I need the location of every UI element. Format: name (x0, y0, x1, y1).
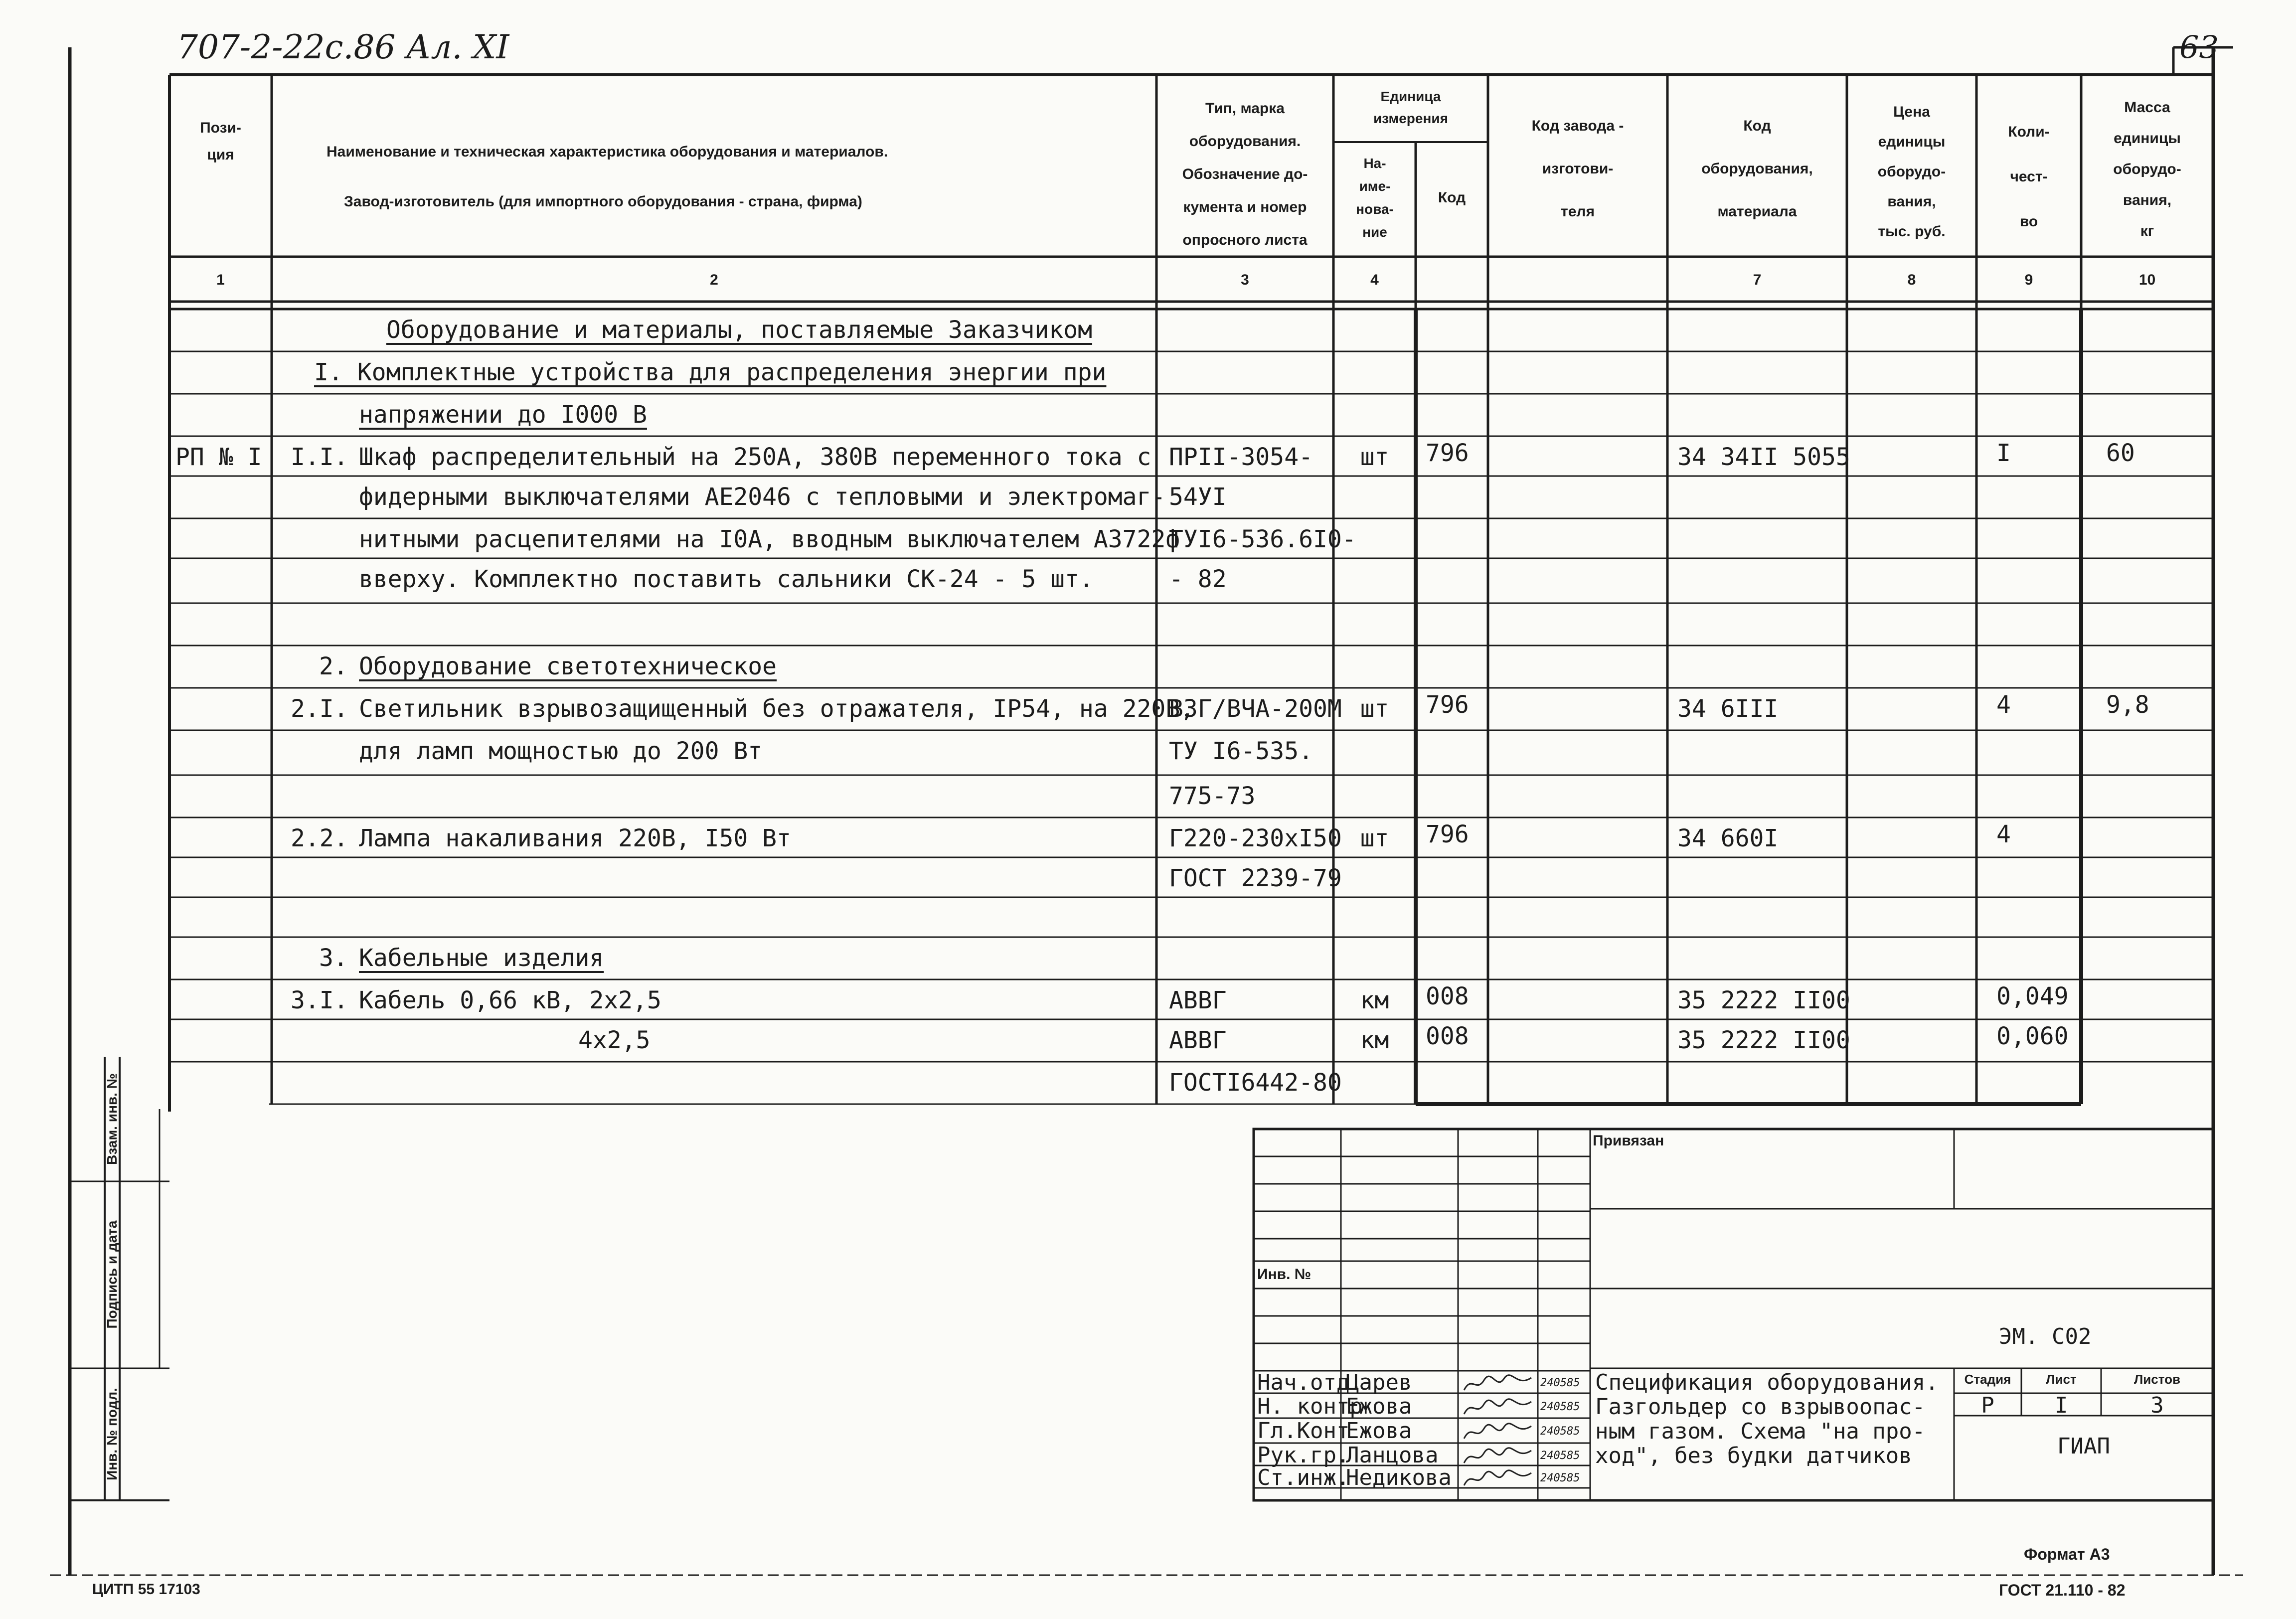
row-type: АВВГ (1169, 1026, 1227, 1054)
row-name: Оборудование и материалы, поставляемые Заказчиком (386, 316, 1093, 344)
signer-date: 240585 (1540, 1401, 1580, 1413)
footer-standard: ГОСТ 21.110 - 82 (1999, 1581, 2126, 1599)
header-unit-group: Единица измерения (1373, 89, 1448, 126)
signature-mark (1462, 1446, 1536, 1468)
signature-mark (1462, 1397, 1536, 1419)
row-type: 54УI (1169, 483, 1227, 511)
row-type: ГОСТ 2239-79 (1169, 864, 1342, 892)
row-quantity: I (1996, 439, 2011, 467)
row-type: ТУ I6-535. (1169, 737, 1313, 765)
row-material-code: 34 34II 5055 (1677, 443, 1850, 471)
footer-print-code: ЦИТП 55 17103 (92, 1581, 200, 1598)
inv-no-label: Инв. № (1257, 1266, 1312, 1283)
row-name: фидерными выключателями АЕ2046 с тепловыми и электромаг- (359, 483, 1166, 511)
header-quantity: Коли- чест- во (2008, 124, 2050, 230)
col-number: 3 (1241, 272, 1249, 288)
row-material-code: 35 2222 II00 (1677, 1026, 1850, 1054)
signer-name: Ланцова (1346, 1443, 1439, 1468)
header-material-code: Код оборудования, материала (1701, 118, 1813, 220)
row-quantity: 0,060 (1996, 1022, 2069, 1050)
row-mass: 9,8 (2106, 691, 2149, 719)
header-unit-code: Код (1438, 189, 1466, 206)
sheet-label: Лист (2046, 1372, 2077, 1387)
row-number: 3. (319, 944, 348, 972)
stage-value: Р (1981, 1393, 1994, 1418)
row-type: - 82 (1169, 565, 1227, 593)
signer-role: Н. контр (1257, 1394, 1363, 1419)
row-name: вверху. Комплектно поставить сальники СК-24 - 5 шт. (359, 565, 1094, 593)
row-material-code: 34 660I (1677, 824, 1779, 852)
col-number: 10 (2138, 272, 2156, 288)
row-unit-code: 796 (1426, 691, 1469, 719)
row-type: ПРII-3054- (1169, 443, 1313, 471)
row-quantity: 4 (1996, 820, 2011, 848)
row-quantity: 4 (1996, 691, 2011, 719)
row-unit: км (1360, 1026, 1389, 1054)
row-number: I.I. (291, 443, 348, 471)
signer-role: Гл.Конт (1257, 1418, 1350, 1444)
stage-label: Стадия (1964, 1372, 2011, 1387)
row-number: 2.I. (291, 695, 348, 723)
signer-date: 240585 (1540, 1472, 1580, 1484)
signature-mark (1462, 1373, 1536, 1395)
document-code: ЭМ. С02 (1999, 1324, 2092, 1349)
row-mass: 60 (2106, 439, 2135, 467)
document-title: Спецификация оборудования. Газгольдер со взрывоопас- ным газом. Схема "на про- ход", без будки датчиков (1595, 1370, 1939, 1468)
signer-date: 240585 (1540, 1377, 1580, 1389)
row-quantity: 0,049 (1996, 982, 2069, 1010)
signer-name: Недикова (1346, 1465, 1452, 1490)
header-plant-code: Код завода - изготови- теля (1531, 118, 1624, 220)
row-position: РП № I (175, 443, 262, 471)
signature-mark (1462, 1468, 1536, 1490)
row-type: ГОСТI6442-80 (1169, 1069, 1342, 1097)
row-name: I. Комплектные устройства для распределения энергии при (314, 358, 1107, 386)
header-price: Цена единицы оборудо- вания, тыс. руб. (1877, 104, 1946, 240)
signer-name: Ежова (1346, 1394, 1412, 1419)
signature-mark (1462, 1421, 1536, 1444)
row-unit: шт (1360, 695, 1389, 723)
row-name: Лампа накаливания 220В, I50 Вт (359, 824, 791, 852)
signer-role: Рук.гр. (1257, 1443, 1350, 1468)
row-name: Светильник взрывозащищенный без отражателя, IР54, на 220В, (359, 695, 1195, 723)
signer-date: 240585 (1540, 1450, 1580, 1462)
row-name: Кабель 0,66 кВ, 2х2,5 (359, 986, 661, 1014)
row-number: 2. (319, 652, 348, 680)
row-number: 2.2. (291, 824, 348, 852)
col-number: 2 (710, 272, 718, 288)
header-mass: Масса единицы оборудо- вания, кг (2113, 99, 2181, 239)
row-name: для ламп мощностью до 200 Вт (359, 737, 763, 765)
row-unit-code: 796 (1426, 820, 1469, 848)
row-number: 3.I. (291, 986, 348, 1014)
row-unit-code: 796 (1426, 439, 1469, 467)
signer-date: 240585 (1540, 1425, 1580, 1438)
row-type: АВВГ (1169, 986, 1227, 1014)
header-position: Пози- ция (200, 120, 241, 163)
header-unit-name: На- име- нова- ние (1356, 156, 1394, 240)
col-number: 4 (1370, 272, 1379, 288)
row-name: Шкаф распределительный на 250А, 380В переменного тока с (359, 443, 1151, 471)
header-type: Тип, марка оборудования. Обозначение до- кумента и номер опросного листа (1182, 100, 1308, 248)
signer-role: Нач.отд. (1257, 1370, 1363, 1395)
row-type: ТУI6-536.6I0- (1169, 525, 1356, 553)
row-unit-code: 008 (1426, 982, 1469, 1010)
row-material-code: 35 2222 II00 (1677, 986, 1850, 1014)
signer-name: Ежова (1346, 1418, 1412, 1444)
signer-name: Царев (1346, 1370, 1412, 1395)
col-number: 1 (216, 272, 225, 288)
row-unit-code: 008 (1426, 1022, 1469, 1050)
page-number: 63 (2179, 29, 2219, 65)
document-reference: 707-2-22с.86 Ал. XI (177, 28, 509, 66)
row-type: Г220-230хI50 (1169, 824, 1342, 852)
row-name: напряжении до I000 В (359, 401, 647, 429)
col-number: 7 (1753, 272, 1762, 288)
col-number: 8 (1907, 272, 1916, 288)
organization: ГИАП (2057, 1434, 2110, 1459)
format-label: Формат А3 (2024, 1545, 2110, 1563)
row-type: ВЗГ/ВЧА-200М (1169, 695, 1342, 723)
header-name: Наименование и техническая характеристика оборудования и материалов. Завод-изготовитель (для импортного оборудования - страна, фирма) (327, 144, 888, 210)
row-name: Оборудование светотехническое (359, 652, 777, 680)
row-unit: шт (1360, 824, 1389, 852)
row-name: нитными расцепителями на I0А, вводным выключателем А3722ф (359, 525, 1180, 553)
privyazan-label: Привязан (1593, 1133, 1664, 1149)
row-unit: шт (1360, 443, 1389, 471)
row-name: 4х2,5 (578, 1026, 651, 1054)
col-number: 9 (2024, 272, 2033, 288)
row-name: Кабельные изделия (359, 944, 604, 972)
sheets-value: 3 (2150, 1393, 2164, 1418)
row-unit: км (1360, 986, 1389, 1014)
sheets-label: Листов (2134, 1372, 2180, 1387)
signer-role: Ст.инж. (1257, 1465, 1350, 1490)
sheet-value: I (2054, 1393, 2068, 1418)
row-material-code: 34 6III (1677, 695, 1779, 723)
row-type: 775-73 (1169, 782, 1256, 810)
